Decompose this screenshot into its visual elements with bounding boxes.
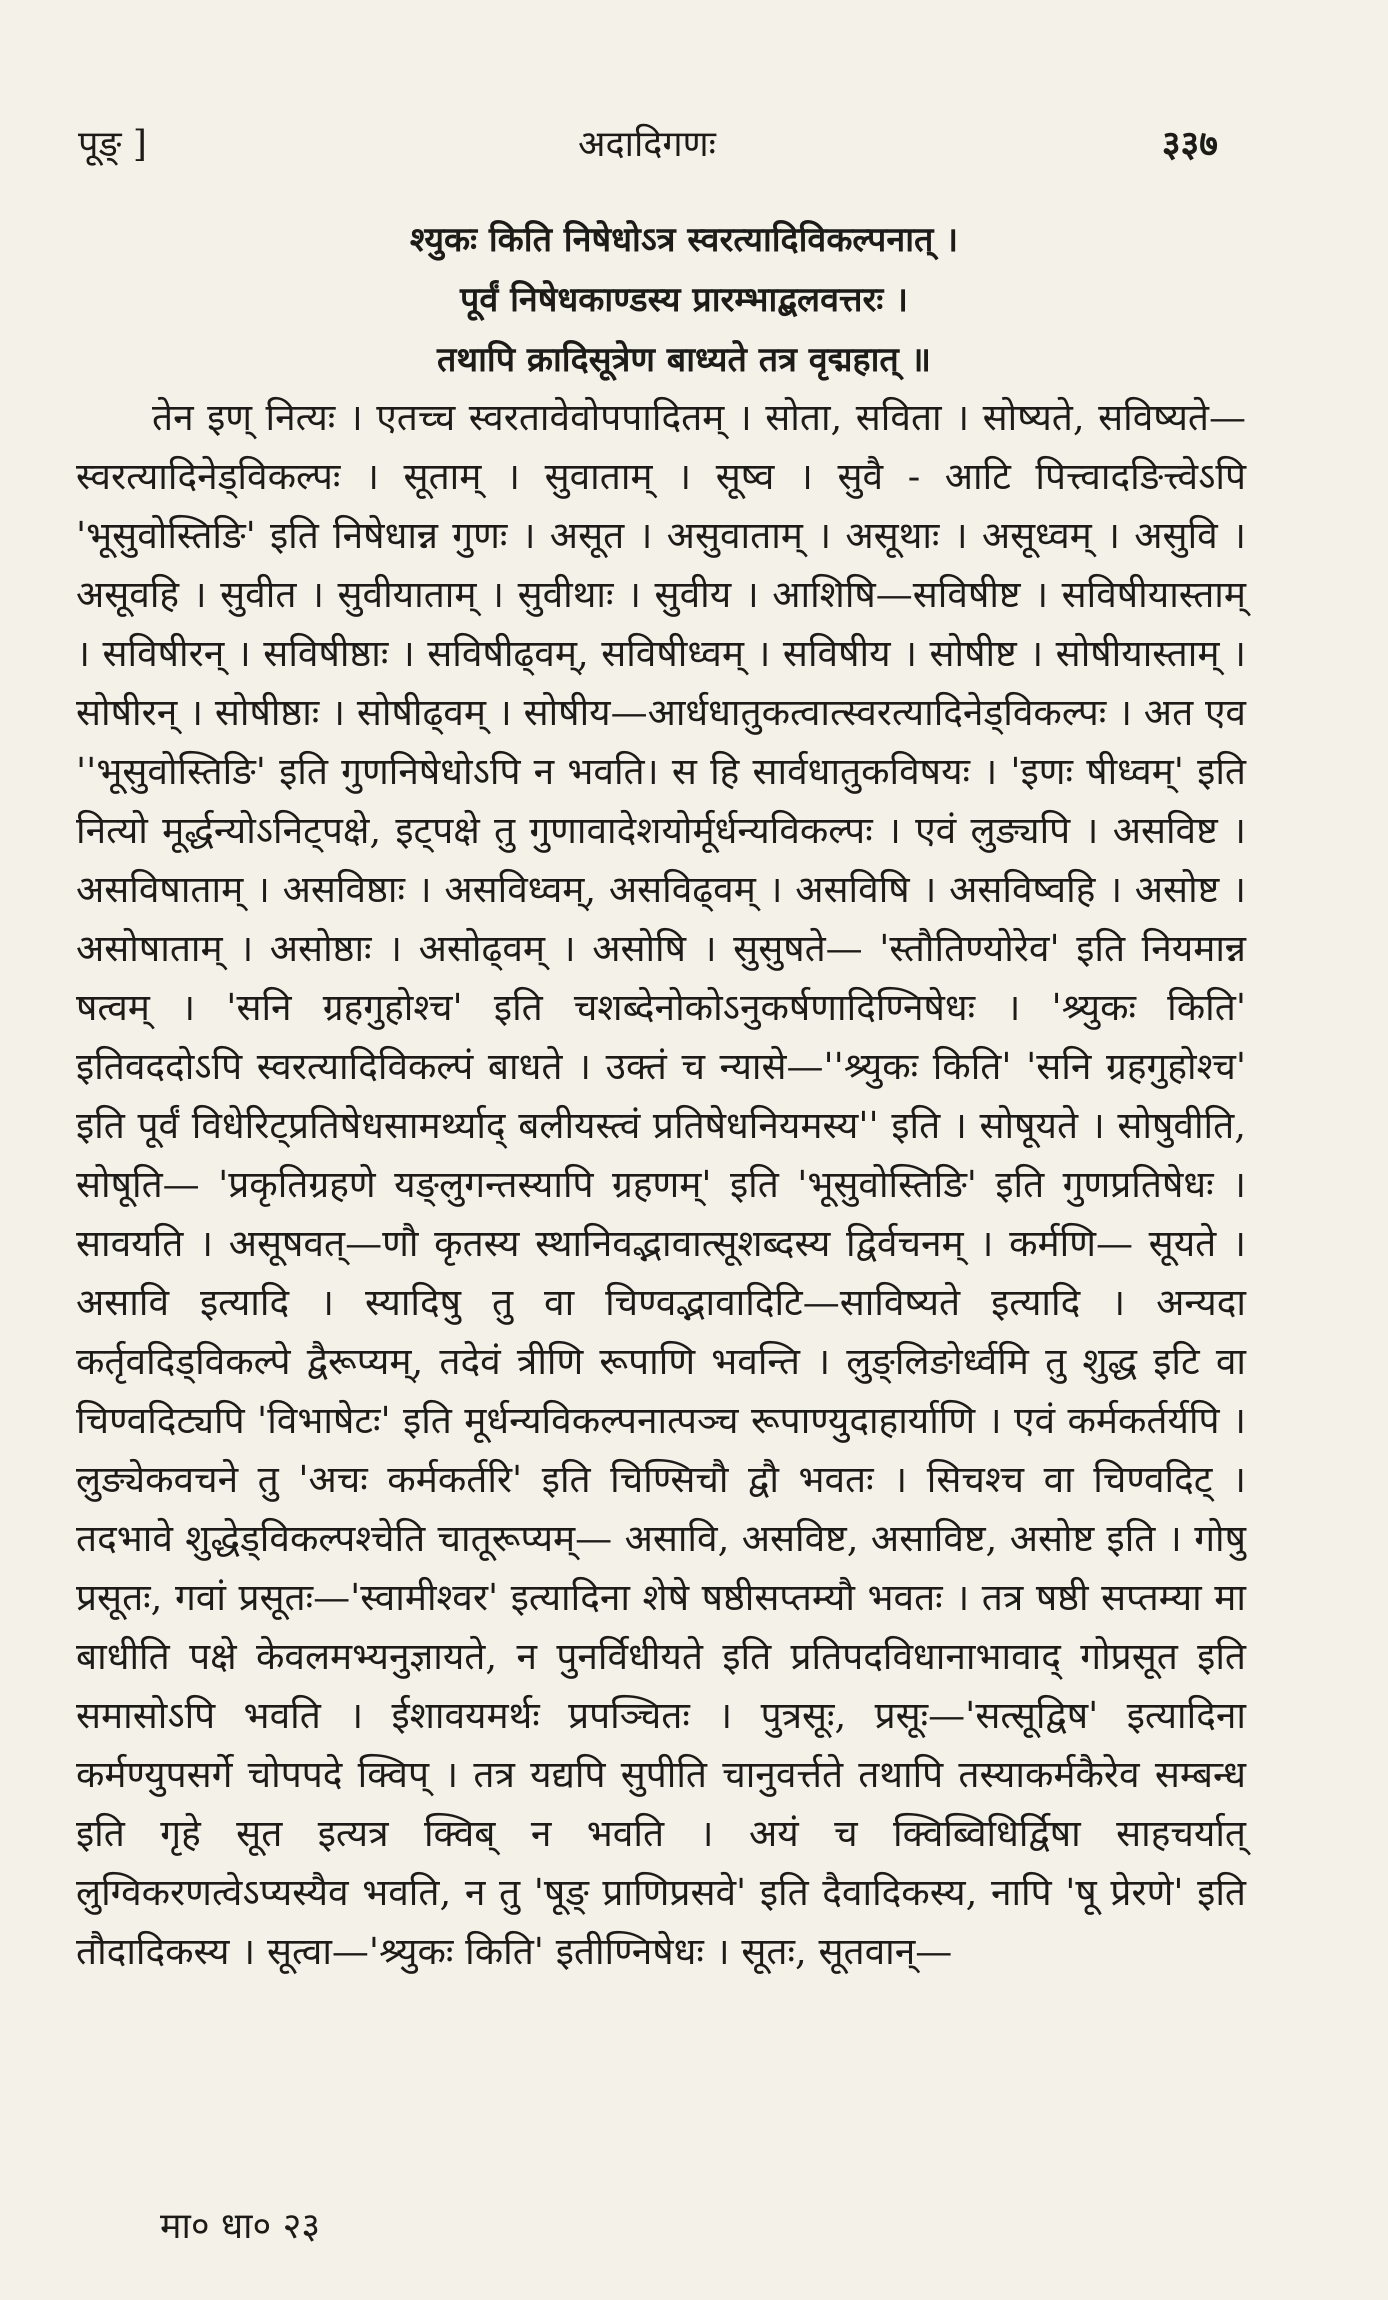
page-number: ३३७	[1161, 123, 1218, 165]
header-chapter-title: अदादिगणः	[578, 124, 716, 165]
page-header	[0, 118, 1388, 168]
verse-block	[0, 210, 1388, 390]
verse-line: श्युकः किति निषेधोऽत्र स्वरत्यादिविकल्पनात् ।	[409, 220, 959, 260]
body-paragraph: तेन इण् नित्यः । एतच्च स्वरतावेवोपपादितम् । सोता, सविता । सोष्यते, सविष्यते—स्वरत्यादिनेड्विकल्पः । सूताम् । सुवाताम् । सूष्व । सुवै - आटि पित्त्वादङित्त्वेऽपि 'भूसुवोस्तिङि' इति निषेधान्न गुणः । असूत । असुवाताम् । असूथाः । असूध्वम् । असुवि । असूवहि । सुवीत । सुवीयाताम् । सुवीथाः । सुवीय । आशिषि—सविषीष्ट । सविषीयास्ताम् । सविषीरन् । सविषीष्ठाः । सविषीढ्वम्, सविषीध्वम् । सविषीय । सोषीष्ट । सोषीयास्ताम् । सोषीरन् । सोषीष्ठाः । सोषीढ्वम् । सोषीय—आर्धधातुकत्वात्स्वरत्यादिनेड्विकल्पः । अत एव ''भूसुवोस्तिङि' इति गुणनिषेधोऽपि न भवति। स हि सार्वधातुकविषयः । 'इणः षीध्वम्' इति नित्यो मूर्द्धन्योऽनिट्पक्षे, इट्पक्षे तु गुणावादेशयोर्मूर्धन्यविकल्पः । एवं लुङ्यपि । असविष्ट । असविषाताम् । असविष्ठाः । असविध्वम्, असविढ्वम् । असविषि । असविष्वहि । असोष्ट । असोषाताम् । असोष्ठाः । असोढ्वम् । असोषि । सुसुषते— 'स्तौतिण्योरेव' इति नियमान्न षत्वम् । 'सनि ग्रहगुहोश्च' इति चशब्देनोकोऽनुकर्षणादिण्निषेधः । 'श्र्युकः किति' इतिवददोऽपि स्वरत्यादिविकल्पं बाधते । उक्तं च न्यासे—''श्र्युकः किति' 'सनि ग्रहगुहोश्च' इति पूर्वं विधेरिट्प्रतिषेधसामर्थ्याद् बलीयस्त्वं प्रतिषेधनियमस्य'' इति । सोषूयते । सोषुवीति, सोषूति— 'प्रकृतिग्रहणे यङ्लुगन्तस्यापि ग्रहणम्' इति 'भूसुवोस्तिङि' इति गुणप्रतिषेधः । सावयति । असूषवत्—णौ कृतस्य स्थानिवद्भावात्सूशब्दस्य द्विर्वचनम् । कर्मणि— सूयते । असावि इत्यादि । स्यादिषु तु वा चिण्वद्भावादिटि—साविष्यते इत्यादि । अन्यदा कर्तृवदिड्विकल्पे द्वैरूप्यम्, तदेवं त्रीणि रूपाणि भवन्ति । लुङ्लिङोर्ध्वमि तु शुद्ध इटि वा चिण्वदिट्यपि 'विभाषेटः' इति मूर्धन्यविकल्पनात्पञ्च रूपाण्युदाहार्याणि । एवं कर्मकर्तर्यपि । लुङ्येकवचने तु 'अचः कर्मकर्तरि' इति चिण्सिचौ द्वौ भवतः । सिचश्च वा चिण्वदिट् । तदभावे शुद्धेड्विकल्पश्चेति चातूरूप्यम्— असावि, असविष्ट, असाविष्ट, असोष्ट इति । गोषु प्रसूतः, गवां प्रसूतः—'स्वामीश्वर' इत्यादिना शेषे षष्ठीसप्तम्यौ भवतः । तत्र षष्ठी सप्तम्या मा बाधीति पक्षे केवलमभ्यनुज्ञायते, न पुनर्विधीयते इति प्रतिपदविधानाभावाद् गोप्रसूत इति समासोऽपि भवति । ईशावयमर्थः प्रपञ्चितः । पुत्रसूः, प्रसूः—'सत्सूद्विष' इत्यादिना कर्मण्युपसर्गे चोपपदे क्विप् । तत्र यद्यपि सुपीति चानुवर्त्तते तथापि तस्याकर्मकैरेव सम्बन्ध इति गृहे सूत इत्यत्र क्विब् न भवति । अयं च क्विब्विधिर्द्विषा साहचर्यात् लुग्विकरणत्वेऽप्यस्यैव भवति, न तु 'षूङ् प्राणिप्रसवे' इति दैवादिकस्य, नापि 'षू प्रेरणे' इति तौदादिकस्य । सूत्वा—'श्र्युकः किति' इतीण्निषेधः । सूतः, सूतवान्—	[76, 396, 1246, 1973]
body-text	[76, 388, 1246, 1981]
header-section-ref: पूङ् ]	[78, 124, 147, 165]
footer-signature: मा० धा० २३	[160, 2206, 321, 2247]
verse-line: पूर्वं निषेधकाण्डस्य प्रारम्भाद्बलवत्तरः ।	[460, 280, 908, 320]
verse-line: तथापि क्रादिसूत्रेण बाध्यते तत्र वृद्महात् ॥	[436, 340, 931, 380]
